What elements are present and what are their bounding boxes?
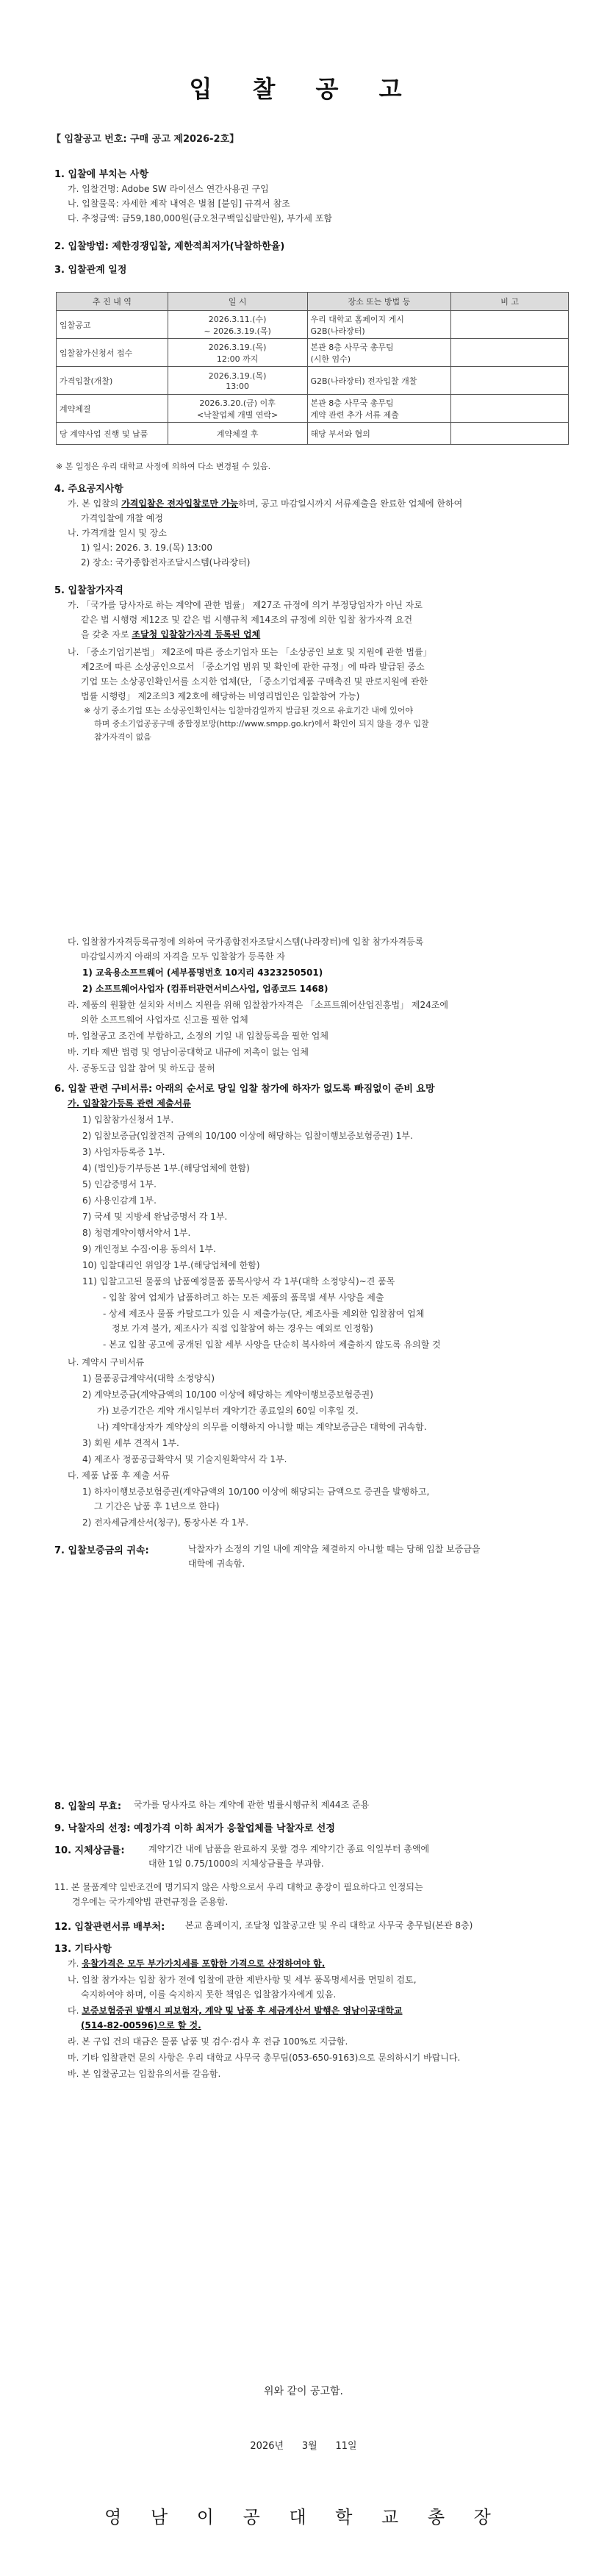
list-item: 11) 입찰고고된 물품의 납품예정물품 품목사양서 각 1부(대학 소정양식)~견 품목 — [82, 1276, 395, 1287]
list-item: 8) 청렴계약이행서약서 1부. — [82, 1228, 191, 1238]
table-cell: 본관 8층 사무국 총무팀 (시한 엄수) — [307, 339, 451, 367]
section-1-item-c: 다. 추정금액: 금59,180,000원(금오천구백일십팔만원), 부가세 포함 — [68, 213, 333, 223]
table-cell: 해당 부서와 협의 — [307, 423, 451, 445]
section-6-item-c: 다. 제품 납품 후 제출 서류 — [68, 1470, 170, 1481]
table-cell: 가격입찰(개찰) — [57, 367, 168, 395]
section-5-item-e: 마. 입찰공고 조건에 부합하고, 소정의 기일 내 입찰등록을 필한 업체 — [68, 1031, 328, 1041]
list-item: 10) 입찰대리인 위임장 1부.(해당업체에 한함) — [82, 1260, 260, 1270]
section-5-item-d-2: 의한 소프트웨어 사업자로 신고를 필한 업체 — [81, 1015, 248, 1025]
section-1-item-a: 가. 입찰건명: Adobe SW 라이선스 연간사용권 구입 — [68, 184, 269, 194]
table-cell: 계약체결 — [57, 395, 168, 423]
section-10-text-2: 대한 1일 0.75/1000의 지체상금률을 부과함. — [148, 1858, 324, 1869]
section-10-heading: 10. 지체상금률: — [54, 1845, 125, 1856]
table-cell: G2B(나라장터) 전자입찰 개찰 — [307, 367, 451, 395]
section-13-item-a — [68, 1957, 325, 1970]
section-7-heading: 7. 입찰보증금의 귀속: — [54, 1545, 149, 1556]
section-1-heading: 1. 입찰에 부치는 사항 — [54, 169, 149, 180]
list-item: 2) 전자세금계산서(청구), 통장사본 각 1부. — [82, 1517, 249, 1528]
section-13-c-prefix: 다. — [68, 2006, 82, 2016]
section-13-item-b-1: 나. 입찰 참가자는 입찰 참가 전에 입찰에 관한 제반사항 및 세부 품목명세서를 면밀히 검토, — [68, 1975, 417, 1985]
table-cell: 2026.3.20.(금) 이후 <낙찰업체 개별 연락> — [168, 395, 307, 423]
section-5-item-b-4: 법률 시행령」 제2조의3 제2호에 해당하는 비영리법인은 입찰참여 가능) — [81, 691, 360, 701]
section-4-a-text: 가. 본 입찰의 — [68, 498, 122, 509]
section-6-item-a: 가. 입찰참가등록 관련 제출서류 — [68, 1098, 191, 1109]
table-row — [57, 395, 569, 423]
list-item-sub: 정보 가져 불가, 제조사가 직접 입찰참여 하는 경우는 예외로 인정함) — [112, 1323, 373, 1334]
section-12-heading: 12. 입찰관련서류 배부처: — [54, 1922, 165, 1933]
section-5-item-c-qual-1: 1) 교육용소프트웨어 (세부품명번호 10지리 4323250501) — [82, 967, 323, 978]
section-12-text: 본교 홈페이지, 조달청 입찰공고란 및 우리 대학교 사무국 총무팀(본관 8층) — [185, 1920, 473, 1931]
section-4-item-a — [68, 497, 462, 510]
section-7-text-1: 낙찰자가 소정의 기일 내에 계약을 체결하지 아니할 때는 당해 입찰 보증금을 — [188, 1544, 481, 1554]
list-item: 3) 사업자등록증 1부. — [82, 1147, 165, 1157]
list-item: 7) 국세 및 지방세 완납증명서 각 1부. — [82, 1212, 228, 1222]
section-7-text-2: 대학에 귀속함. — [188, 1559, 245, 1569]
table-cell: 당 계약사업 진행 및 납품 — [57, 423, 168, 445]
table-cell: 입찰참가신청서 접수 — [57, 339, 168, 367]
section-4-item-b: 나. 가격개찰 일시 및 장소 — [68, 528, 167, 538]
section-4-a-underline: 가격입찰은 전자입찰로만 가능 — [121, 498, 239, 509]
table-cell: 우리 대학교 홈페이지 게시 G2B(나라장터) — [307, 311, 451, 339]
section-6-item-b: 나. 계약시 구비서류 — [68, 1357, 145, 1367]
list-item-sub: - 입찰 참여 업체가 납품하려고 하는 모든 제품의 품목별 세부 사양을 제출 — [103, 1292, 384, 1303]
schedule-header-cell: 추 진 내 역 — [57, 293, 168, 311]
page-title: 입 찰 공 고 — [189, 75, 418, 103]
table-cell: 입찰공고 — [57, 311, 168, 339]
section-5-heading: 5. 입찰참가자격 — [54, 585, 123, 596]
list-item: 3) 회원 세부 견적서 1부. — [82, 1438, 179, 1448]
section-13-heading: 13. 기타사항 — [54, 1944, 112, 1955]
list-item-sub: - 상세 제조사 물품 카탈로그가 있을 시 제출가능(단, 제조사를 제외한 입찰참여 업체 — [103, 1309, 425, 1319]
section-11-text-1: 11. 본 물품계약 일반조건에 명기되지 않은 사항으로서 우리 대학교 총장이 필요하다고 인정되는 — [54, 1882, 423, 1892]
list-item: 1) 물품공급계약서(대학 소정양식) — [82, 1373, 215, 1384]
table-cell: 2026.3.19.(목) 12:00 까지 — [168, 339, 307, 367]
section-10-text-1: 계약기간 내에 납품을 완료하지 못할 경우 계약기간 종료 익일부터 총액에 — [148, 1844, 430, 1854]
section-9-heading: 9. 낙찰자의 선정: 예정가격 이하 최저가 응찰업체를 낙찰자로 선정 — [54, 1823, 335, 1834]
list-item: 6) 사용인감계 1부. — [82, 1195, 157, 1206]
table-cell — [451, 339, 569, 367]
section-5-note-2: 하며 중소기업공공구매 종합정보망(http://www.smpp.go.kr)에서 확인이 되지 않을 경우 입찰 — [94, 719, 429, 729]
section-13-a-prefix: 가. — [68, 1958, 82, 1969]
section-5-note-3: 참가자격이 없음 — [94, 732, 151, 742]
section-5-item-g: 사. 공동도급 입찰 참여 및 하도급 불허 — [68, 1063, 215, 1073]
section-13-item-b-2: 숙지하여야 하며, 이를 숙지하지 못한 책임은 입찰참가자에게 있음. — [81, 1989, 337, 2000]
list-item: 2) 계약보증금(계약금액의 10/100 이상에 해당하는 계약이행보증보험증권) — [82, 1389, 373, 1400]
section-5-item-a-2: 같은 법 시행령 제12조 및 같은 법 시행규칙 제14조의 규정에 의한 입찰 참가자격 요건 — [81, 615, 413, 625]
table-cell — [451, 395, 569, 423]
section-5-item-a-3 — [81, 628, 260, 641]
schedule-header-cell: 장소 또는 방법 등 — [307, 293, 451, 311]
section-5-a-text: 을 갖춘 자로 — [81, 629, 132, 640]
section-8-text: 국가를 당사자로 하는 계약에 관한 법률시행규칙 제44조 준용 — [134, 1800, 370, 1810]
table-row — [57, 367, 569, 395]
section-13-item-d: 라. 본 구입 건의 대금은 물품 납품 및 검수·검사 후 전금 100%로 지급함. — [68, 2036, 348, 2047]
list-item-sub: 나) 계약대상자가 계약상의 의무를 이행하지 아니할 때는 계약보증금은 대학에 귀속함. — [97, 1422, 427, 1432]
table-cell: 2026.3.11.(수) ~ 2026.3.19.(목) — [168, 311, 307, 339]
section-5-note-1: ※ 상기 중소기업 또는 소상공인확인서는 입찰마감일까지 발급된 것으로 유효기간 내에 있어야 — [84, 706, 413, 715]
list-item: 1) 입찰참가신청서 1부. — [82, 1115, 174, 1125]
section-5-item-c-qual-2: 2) 소프트웨어사업자 (컴퓨터관련서비스사업, 업종코드 1468) — [82, 984, 328, 994]
section-13-item-e: 마. 기타 입찰관련 문의 사항은 우리 대학교 사무국 총무팀(053-650-9163)으로 문의하시기 바랍니다. — [68, 2053, 461, 2063]
section-5-item-d-1: 라. 제품의 원활한 설치와 서비스 지원을 위해 입찰참가자격은 「소프트웨어산업진흥법」 제24조에 — [68, 1000, 448, 1010]
schedule-header-row — [57, 293, 569, 311]
list-item-sub: 가) 보증기간은 계약 개시일부터 계약기간 종료일의 60일 이후일 것. — [97, 1406, 359, 1416]
section-1-item-b: 나. 입찰물목: 자세한 제작 내역은 별첨 [붙임] 규격서 참조 — [68, 198, 290, 209]
list-item: 5) 인감증명서 1부. — [82, 1179, 157, 1189]
schedule-note: ※ 본 일정은 우리 대학교 사정에 의하여 다소 변경될 수 있음. — [56, 462, 271, 471]
section-2-heading: 2. 입찰방법: 제한경쟁입찰, 제한적최저가(낙찰하한율) — [54, 241, 285, 252]
section-3-heading: 3. 입찰관계 일정 — [54, 265, 127, 276]
announcement-date: 2026년 3월 11일 — [250, 2441, 357, 2452]
section-5-item-f: 바. 기타 제반 법령 및 영남이공대학교 내규에 저촉이 없는 업체 — [68, 1047, 309, 1057]
list-item: 4) (법인)등기부등본 1부.(해당업체에 한함) — [82, 1163, 250, 1173]
table-row — [57, 311, 569, 339]
schedule-header-cell: 일 시 — [168, 293, 307, 311]
table-cell — [451, 311, 569, 339]
section-4-item-a-cont: 가격입찰에 개찰 예정 — [81, 513, 163, 523]
schedule-table — [56, 292, 569, 445]
section-5-item-b-3: 기업 또는 소상공인확인서를 소지한 업체(단, 「중소기업제품 구매촉진 및 판로지원에 관한 — [81, 676, 428, 687]
table-cell: 계약체결 후 — [168, 423, 307, 445]
section-4-a-text-2: 하며, 공고 마감일시까지 서류제출을 완료한 업체에 한하여 — [238, 498, 463, 509]
section-13-item-c-1 — [68, 2004, 403, 2017]
section-4-item-b-2: 2) 장소: 국가종합전자조달시스템(나라장터) — [81, 557, 251, 568]
section-5-item-c-2: 마감일시까지 아래의 자격을 모두 입찰참가 등록한 자 — [81, 951, 285, 962]
section-4-heading: 4. 주요공지사항 — [54, 484, 123, 495]
issuer-signature: 영 남 이 공 대 학 교 총 장 — [104, 2507, 503, 2527]
section-5-item-c-1: 다. 입찰참가자격등록규정에 의하여 국가종합전자조달시스템(나라장터)에 입찰 참가자격등록 — [68, 937, 424, 947]
section-4-item-b-1: 1) 일시: 2026. 3. 19.(목) 13:00 — [81, 543, 213, 553]
section-13-c-underline: 보증보험증권 발행시 피보험자, 계약 및 납품 후 세금계산서 발행은 영남이공대학교 — [82, 2006, 403, 2016]
section-8-heading: 8. 입찰의 무효: — [54, 1801, 122, 1812]
section-13-item-c-2: (514-82-00596)으로 할 것. — [81, 2020, 201, 2031]
list-item: 2) 입찰보증금(입찰견적 금액의 10/100 이상에 해당하는 입찰이행보증보험증권) 1부. — [82, 1131, 413, 1141]
section-6-heading: 6. 입찰 관련 구비서류: 아래의 순서로 당일 입찰 참가에 하자가 없도록 빠짐없이 준비 요망 — [54, 1084, 435, 1095]
section-5-item-b-1: 나. 「중소기업기본법」 제2조에 따른 중소기업자 또는 「소상공인 보호 및 지원에 관한 법률」 — [68, 647, 432, 657]
table-row — [57, 339, 569, 367]
table-cell: 2026.3.19.(목) 13:00 — [168, 367, 307, 395]
list-item-sub: - 본교 입찰 공고에 공개된 입찰 세부 사양을 단순히 복사하여 제출하지 않도록 유의할 것 — [103, 1339, 441, 1350]
section-11-text-2: 경우에는 국가계약법 관련규정을 준용함. — [72, 1897, 229, 1907]
list-item: 그 기간은 납품 후 1년으로 한다) — [94, 1501, 220, 1511]
section-13-a-underline: 응찰가격은 모두 부가가치세를 포함한 가격으로 산정하여야 함. — [82, 1958, 326, 1969]
table-cell — [451, 423, 569, 445]
section-5-a-underline: 조달청 입찰참가자격 등록된 업체 — [132, 629, 261, 640]
list-item: 9) 개인정보 수집·이용 동의서 1부. — [82, 1244, 216, 1254]
notice-number: 【 입찰공고 번호: 구매 공고 제2026-2호】 — [51, 134, 240, 145]
closing-text: 위와 같이 공고함. — [263, 2386, 344, 2397]
table-cell: 본관 8층 사무국 총무팀 계약 관련 추가 서류 제출 — [307, 395, 451, 423]
section-5-item-a-1: 가. 「국가를 당사자로 하는 계약에 관한 법률」 제27조 규정에 의거 부정당업자가 아닌 자로 — [68, 600, 423, 610]
table-row — [57, 423, 569, 445]
table-cell — [451, 367, 569, 395]
section-5-item-b-2: 제2조에 따른 소상공인으로서 「중소기업 범위 및 확인에 관한 규정」에 따라 발급된 중소 — [81, 662, 425, 672]
schedule-header-cell: 비 고 — [451, 293, 569, 311]
section-13-item-f: 바. 본 입찰공고는 입찰유의서를 갈음함. — [68, 2069, 221, 2079]
list-item: 1) 하자이행보증보험증권(계약금액의 10/100 이상에 해당되는 금액으로 증권을 발행하고, — [82, 1486, 430, 1497]
list-item: 4) 제조사 정품공급확약서 및 기술지원확약서 각 1부. — [82, 1454, 287, 1464]
